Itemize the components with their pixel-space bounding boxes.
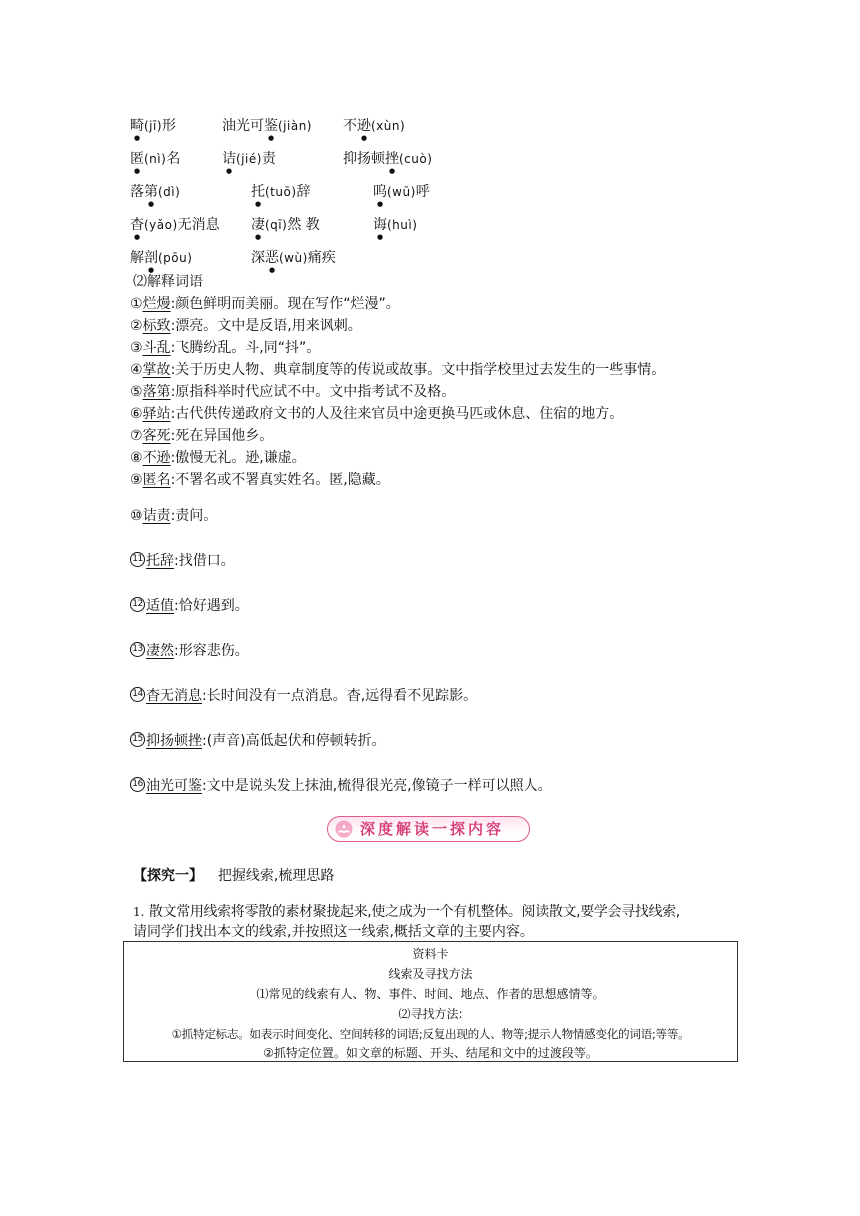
vocab-item [130, 731, 386, 751]
card-line-1: ⑴常见的线索有人、物、事件、时间、地点、作者的思想感情等。 [256, 987, 605, 1001]
word-part: 辞 [296, 184, 311, 200]
word-part: 深 [251, 250, 265, 266]
vocab-item [130, 506, 217, 526]
vocab-item [130, 596, 249, 616]
vocab-number: ② [130, 318, 143, 334]
card-line-3: ①抓特定标志。如表示时间变化、空间转移的词语;反复出现的人、物等;提示人物情感变化的词语;等等。 [171, 1027, 690, 1041]
vocab-definition: :傲慢无礼。逊,谦虚。 [170, 450, 306, 466]
vocab-item [130, 470, 390, 490]
vocab-definition: :古代供传递政府文书的人及往来官员中途更换马匹或休息、住宿的地方。 [170, 406, 624, 422]
vocab-definition: :死在异国他乡。 [170, 428, 274, 444]
pinyin: (tuō) [265, 185, 297, 199]
vocab-term: 不逊 [142, 450, 171, 466]
vocab-term: 托辞 [146, 553, 174, 569]
vocab-definition: :颜色鲜明而美丽。现在写作“烂漫”。 [170, 296, 400, 312]
vocab-number: 16 [130, 777, 145, 792]
vocab-term: 落第 [142, 384, 171, 400]
emphasized-char: 诲 [373, 217, 387, 233]
vocab-item [130, 641, 249, 661]
vocab-term: 杳无消息 [146, 688, 202, 704]
vocab-term: 凄然 [146, 643, 174, 659]
pronunciation-item [343, 149, 432, 175]
pronunciation-item [251, 182, 311, 208]
word-part: 名 [166, 151, 181, 167]
emphasized-char: 逊 [357, 118, 371, 134]
vocab-number: ⑥ [130, 406, 143, 422]
vocab-term: 烂熳 [142, 296, 171, 312]
vocab-term: 驿站 [142, 406, 171, 422]
pronunciation-item [251, 248, 336, 274]
vocab-number: ③ [130, 340, 143, 356]
vocab-definition: :文中是说头发上抹油,梳得很光亮,像镜子一样可以照人。 [202, 778, 552, 794]
vocab-number: ⑨ [130, 472, 143, 488]
emphasized-char: 托 [251, 184, 265, 200]
banner-title: 深度解读一探内容 [360, 820, 505, 838]
pronunciation-item [222, 149, 276, 175]
word-part: 形 [162, 118, 177, 134]
vocab-term: 适值 [146, 598, 174, 614]
emphasized-char: 第 [144, 184, 158, 200]
vocab-definition: :漂亮。文中是反语,用来讽刺。 [170, 318, 362, 334]
pinyin: (dì) [158, 185, 181, 199]
vocab-number: ⑩ [130, 508, 143, 524]
vocab-number: ④ [130, 362, 143, 378]
card-subtitle: 线索及寻找方法 [388, 967, 473, 981]
vocab-item [130, 404, 623, 424]
vocab-definition: :(声音)高低起伏和停顿转折。 [202, 733, 386, 749]
emphasized-char: 剖 [144, 250, 158, 266]
emphasized-char: 呜 [373, 184, 387, 200]
pinyin: (cuò) [399, 152, 433, 166]
vocab-item [130, 294, 400, 314]
question-line-2: 请同学们找出本文的线索,并按照这一线索,概括文章的主要内容。 [133, 924, 534, 940]
word-part: 抑扬顿 [343, 151, 385, 167]
vocab-definition: :原指科举时代应试不中。文中指考试不及格。 [170, 384, 456, 400]
vocab-number: ⑤ [130, 384, 143, 400]
vocab-item [130, 686, 477, 706]
vocab-term: 诘责 [142, 508, 171, 524]
vocab-term: 掌故 [142, 362, 171, 378]
emphasized-char: 鉴 [264, 118, 278, 134]
vocab-definition: :飞腾纷乱。斗,同“抖”。 [170, 340, 321, 356]
section-banner [327, 816, 530, 842]
pinyin: (nì) [144, 152, 167, 166]
pronunciation-item [130, 116, 176, 142]
pronunciation-item [130, 149, 180, 175]
word-part: 解 [130, 250, 144, 266]
emphasized-char: 挫 [385, 151, 399, 167]
vocab-item [130, 382, 455, 402]
word-part: 无消息 [177, 217, 220, 233]
emphasized-char: 畸 [130, 118, 144, 134]
pronunciation-item [130, 215, 220, 241]
emphasized-char: 匿 [130, 151, 144, 167]
pinyin: (jī) [144, 119, 163, 133]
vocab-item [130, 316, 362, 336]
pinyin: (jié) [236, 152, 262, 166]
pronunciation-item [373, 215, 417, 241]
emphasized-char: 诘 [222, 151, 236, 167]
pronunciation-item [251, 215, 320, 241]
vocab-number: 14 [130, 687, 145, 702]
vocab-definition: :不署名或不署真实姓名。匿,隐藏。 [170, 472, 390, 488]
vocab-number: 12 [130, 597, 145, 612]
question-line-1: 1. 散文常用线索将零散的素材聚拢起来,使之成为一个有机整体。阅读散文,要学会寻找线索, [133, 904, 680, 920]
section-heading: ⑵解释词语 [133, 274, 203, 290]
pronunciation-item [373, 182, 430, 208]
pinyin: (jiàn) [278, 119, 312, 133]
inquiry-label: 【探究一】 [133, 868, 203, 884]
word-part: 痛疾 [307, 250, 336, 266]
word-part: 落 [130, 184, 144, 200]
word-part: 然 教 [287, 217, 320, 233]
vocab-term: 标致 [142, 318, 171, 334]
vocab-item [130, 776, 552, 796]
emphasized-char: 杳 [130, 217, 144, 233]
vocab-number: 13 [130, 642, 145, 657]
pronunciation-item [343, 116, 405, 142]
vocab-item [130, 551, 235, 571]
word-part: 不 [343, 118, 357, 134]
vocab-number: ① [130, 296, 143, 312]
info-card [123, 941, 738, 1062]
book-icon [335, 820, 353, 838]
pinyin: (xùn) [371, 119, 406, 133]
card-title: 资料卡 [412, 947, 449, 961]
vocab-number: ⑧ [130, 450, 143, 466]
word-part: 呼 [415, 184, 430, 200]
vocab-term: 客死 [142, 428, 171, 444]
pinyin: (wū) [387, 185, 416, 199]
vocab-term: 油光可鉴 [146, 778, 202, 794]
vocab-term: 斗乱 [142, 340, 171, 356]
vocab-definition: :长时间没有一点消息。杳,远得看不见踪影。 [202, 688, 478, 704]
pronunciation-item [130, 182, 180, 208]
vocab-number: ⑦ [130, 428, 143, 444]
vocab-definition: :找借口。 [174, 553, 235, 569]
vocab-definition: :形容悲伤。 [174, 643, 249, 659]
vocab-definition: :恰好遇到。 [174, 598, 249, 614]
pinyin: (wù) [279, 251, 308, 265]
vocab-definition: :关于历史人物、典章制度等的传说或故事。文中指学校里过去发生的一些事情。 [170, 362, 666, 378]
emphasized-char: 凄 [251, 217, 265, 233]
emphasized-char: 恶 [265, 250, 279, 266]
inquiry-title: 把握线索,梳理思路 [217, 868, 335, 884]
pinyin: (pōu) [158, 251, 193, 265]
vocab-item [130, 448, 306, 468]
vocab-item [130, 360, 665, 380]
vocab-item [130, 338, 320, 358]
card-line-2: ⑵寻找方法: [398, 1007, 463, 1021]
pronunciation-item [130, 248, 192, 274]
question-number: 1. [133, 905, 145, 919]
word-part: 责 [261, 151, 276, 167]
vocab-definition: :责问。 [170, 508, 218, 524]
pinyin: (huì) [387, 218, 418, 232]
vocab-number: 15 [130, 732, 145, 747]
pronunciation-item [222, 116, 312, 142]
vocab-term: 匿名 [142, 472, 171, 488]
card-line-4: ②抓特定位置。如文章的标题、开头、结尾和文中的过渡段等。 [263, 1046, 598, 1060]
pinyin: (qī) [265, 218, 288, 232]
vocab-term: 抑扬顿挫 [146, 733, 202, 749]
pinyin: (yǎo) [144, 218, 178, 232]
inquiry-heading [133, 866, 334, 886]
vocab-item [130, 426, 273, 446]
word-part: 油光可 [222, 118, 264, 134]
vocab-number: 11 [130, 552, 145, 567]
